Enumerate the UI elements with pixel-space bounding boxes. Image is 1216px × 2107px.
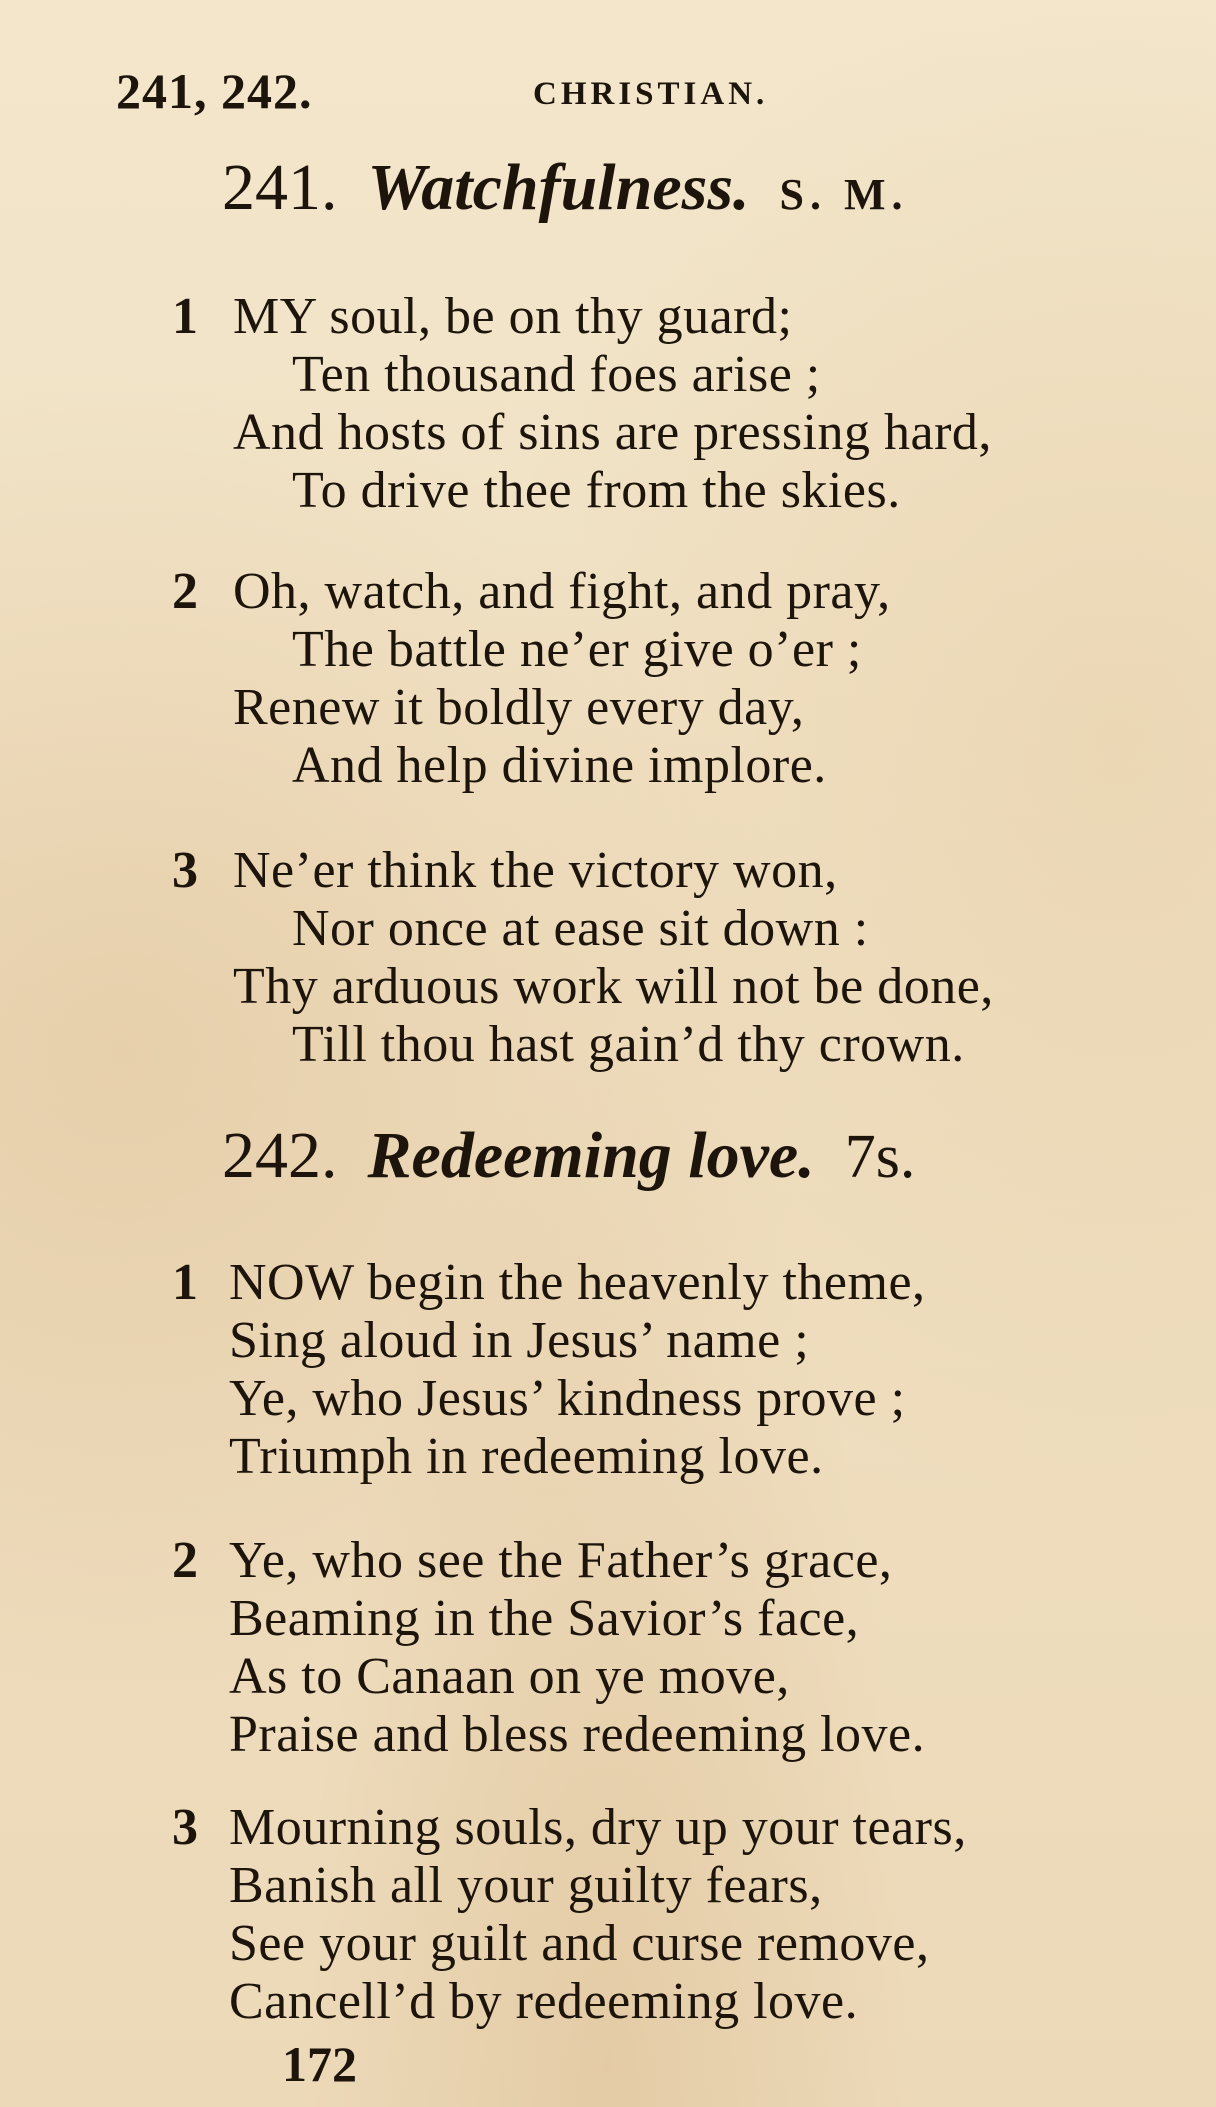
verse-number: 1: [172, 288, 198, 345]
verse-line: Beaming in the Savior’s face,: [229, 1590, 860, 1647]
verse-line: Oh, watch, and fight, and pray,: [233, 563, 891, 620]
verse-number: 2: [172, 1532, 198, 1589]
page-number: 172: [282, 2036, 357, 2092]
verse-line: Sing aloud in Jesus’ name ;: [229, 1312, 810, 1369]
verse-line: Praise and bless redeeming love.: [229, 1706, 926, 1763]
verse-line: Ye, who see the Father’s grace,: [229, 1532, 893, 1589]
verse-line: Ten thousand foes arise ;: [292, 346, 821, 403]
hymn-meter: 7s.: [844, 1123, 916, 1191]
verse-line: NOW begin the heavenly theme,: [229, 1254, 926, 1311]
running-head-section: CHRISTIAN.: [533, 76, 769, 112]
verse-line: And hosts of sins are pressing hard,: [233, 404, 992, 461]
verse-line: Thy arduous work will not be done,: [233, 958, 994, 1015]
verse-line: Mourning souls, dry up your tears,: [229, 1799, 967, 1856]
verse-line: Renew it boldly every day,: [233, 679, 805, 736]
hymn-title: Redeeming love.: [367, 1119, 815, 1192]
verse-line: MY soul, be on thy guard;: [233, 288, 793, 345]
hymn-title: Watchfulness.: [367, 151, 750, 224]
hymn-241-heading: [222, 150, 909, 226]
verse-line: Ne’er think the victory won,: [233, 842, 838, 899]
verse-number: 2: [172, 563, 198, 620]
verse-line: And help divine implore.: [292, 737, 827, 794]
hymn-number: 241.: [222, 151, 338, 224]
running-head-hymn-numbers: 241, 242.: [116, 63, 313, 119]
hymn-242-heading: [222, 1118, 915, 1194]
verse-line: The battle ne’er give o’er ;: [292, 621, 862, 678]
verse-number: 3: [172, 842, 198, 899]
verse-line: Till thou hast gain’d thy crown.: [292, 1016, 965, 1073]
verse-line: As to Canaan on ye move,: [229, 1648, 790, 1705]
verse-line: See your guilt and curse remove,: [229, 1915, 930, 1972]
verse-line: Nor once at ease sit down :: [292, 900, 869, 957]
verse-number: 1: [172, 1254, 198, 1311]
hymn-meter: S. M.: [779, 170, 909, 219]
verse-line: Cancell’d by redeeming love.: [229, 1973, 859, 2030]
verse-line: Triumph in redeeming love.: [229, 1428, 824, 1485]
verse-line: Banish all your guilty fears,: [229, 1857, 823, 1914]
verse-line: Ye, who Jesus’ kindness prove ;: [229, 1370, 906, 1427]
hymn-number: 242.: [222, 1119, 338, 1192]
verse-number: 3: [172, 1799, 198, 1856]
verse-line: To drive thee from the skies.: [292, 462, 901, 519]
